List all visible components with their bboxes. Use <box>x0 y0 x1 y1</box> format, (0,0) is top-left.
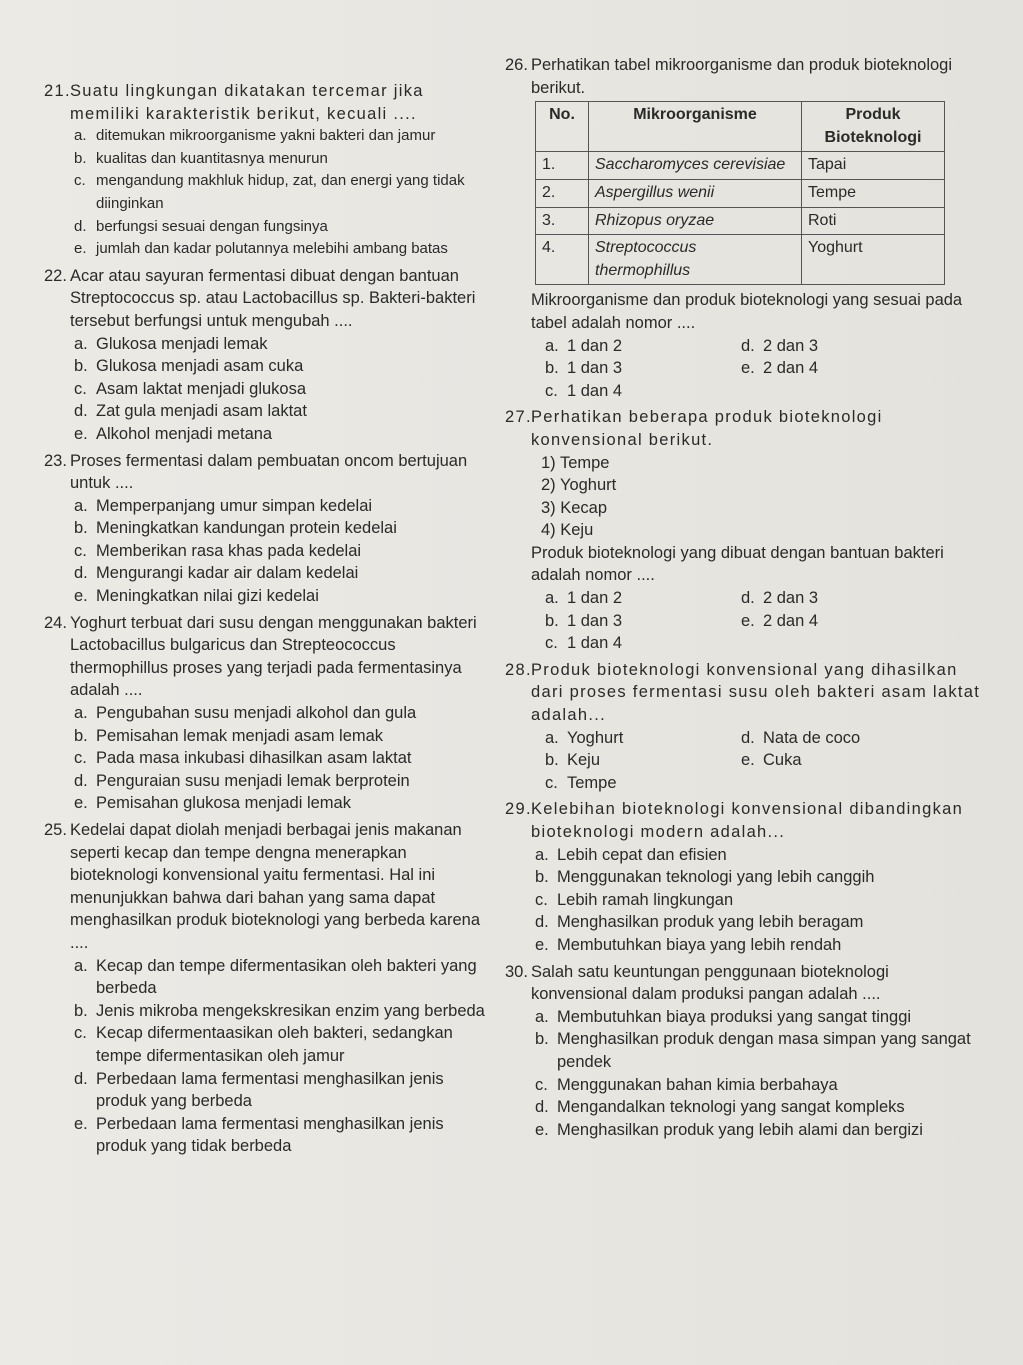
option-d <box>505 911 985 934</box>
option-letter: d. <box>741 589 755 608</box>
right-column <box>505 54 985 1145</box>
option-text: ditemukan mikroorganisme yakni bakteri dan jamur <box>96 127 436 145</box>
option-letter: b. <box>545 611 559 630</box>
option-a <box>545 587 741 610</box>
table-cell: Saccharomyces cerevisiae <box>589 152 802 180</box>
option-text: Lebih cepat dan efisien <box>557 845 727 864</box>
option-letter: d. <box>535 1098 549 1117</box>
table-cell: Tapai <box>802 152 945 180</box>
option-a <box>505 1006 985 1029</box>
option-letter: a. <box>545 589 559 608</box>
table-cell: Rhizopus oryzae <box>589 207 802 235</box>
table-cell: 4. <box>536 235 589 285</box>
question-27 <box>505 406 985 655</box>
option-letter: b. <box>74 519 88 538</box>
option-e <box>44 792 489 815</box>
option-c <box>505 1074 985 1097</box>
option-letter: a. <box>535 845 549 864</box>
option-text: 1 dan 4 <box>567 381 623 400</box>
table-cell: 2. <box>536 179 589 207</box>
option-text: Nata de coco <box>763 728 861 747</box>
option-text: Memperpanjang umur simpan kedelai <box>96 496 373 515</box>
option-text: Alkohol menjadi metana <box>96 424 273 443</box>
option-text: Cuka <box>763 751 802 770</box>
option-letter: b. <box>74 1001 88 1020</box>
option-b <box>44 355 489 378</box>
table-row <box>536 152 945 180</box>
option-letter: b. <box>535 1030 549 1049</box>
option-text: Zat gula menjadi asam laktat <box>96 402 307 421</box>
option-c <box>545 380 741 403</box>
question-number: 24. <box>44 613 67 632</box>
option-letter: c. <box>74 541 87 560</box>
option-text: Mengurangi kadar air dalam kedelai <box>96 564 359 583</box>
question-30 <box>505 961 985 1142</box>
question-stem: Perhatikan beberapa produk bioteknologi konvensional berikut. <box>531 408 883 449</box>
question-number: 26. <box>505 56 528 74</box>
question-29 <box>505 798 985 956</box>
option-grid <box>505 587 985 655</box>
question-stem: Perhatikan tabel mikroorganisme dan produk bioteknologi berikut. <box>531 56 952 97</box>
table-cell: 1. <box>536 152 589 180</box>
option-b <box>545 357 741 380</box>
option-text: Kecap difermentaasikan oleh bakteri, sedangkan tempe difermentasikan oleh jamur <box>96 1024 453 1065</box>
option-letter: c. <box>545 634 558 653</box>
option-letter: d. <box>74 564 88 583</box>
option-b <box>44 1000 489 1023</box>
option-text: 2 dan 3 <box>763 589 819 608</box>
option-d <box>44 562 489 585</box>
question-number: 29. <box>505 800 532 819</box>
question-number: 30. <box>505 962 528 981</box>
option-text: Tempe <box>567 773 617 792</box>
option-d <box>44 216 489 239</box>
question-22 <box>44 265 489 446</box>
question-stem: Proses fermentasi dalam pembuatan oncom bertujuan untuk .... <box>70 451 468 493</box>
option-e <box>505 934 985 957</box>
option-letter: d. <box>741 336 755 355</box>
option-text: mengandung makhluk hidup, zat, dan energi yang tidak diinginkan <box>96 172 465 212</box>
question-number: 28. <box>505 660 532 679</box>
option-letter: d. <box>74 402 88 421</box>
option-text: Mengandalkan teknologi yang sangat kompleks <box>557 1098 905 1117</box>
option-text: Asam laktat menjadi glukosa <box>96 379 307 398</box>
option-letter: e. <box>741 359 755 378</box>
option-text: Pemisahan glukosa menjadi lemak <box>96 794 351 813</box>
option-text: Menggunakan teknologi yang lebih canggih <box>557 868 875 887</box>
option-text: 1 dan 2 <box>567 336 623 355</box>
question-25 <box>44 819 489 1158</box>
question-stem: Salah satu keuntungan penggunaan bioteknologi konvensional dalam produksi pangan adalah .... <box>531 962 889 1004</box>
option-c <box>44 1022 489 1067</box>
option-text: Kecap dan tempe difermentasikan oleh bakteri yang berbeda <box>96 956 477 998</box>
table-cell: Streptococcus thermophillus <box>589 235 802 285</box>
option-d <box>44 770 489 793</box>
option-e <box>44 1113 489 1158</box>
option-e <box>741 610 985 633</box>
option-b <box>44 517 489 540</box>
option-letter: a. <box>74 127 87 145</box>
option-letter: b. <box>545 751 559 770</box>
option-letter: e. <box>74 1114 88 1133</box>
option-letter: c. <box>74 749 87 768</box>
option-text: Lebih ramah lingkungan <box>557 890 734 909</box>
question-21 <box>44 80 489 261</box>
left-column <box>44 80 489 1162</box>
option-text: Penguraian susu menjadi lemak berprotein <box>96 771 410 790</box>
option-letter: a. <box>74 956 88 975</box>
option-letter: e. <box>535 935 549 954</box>
option-letter: b. <box>74 726 88 745</box>
option-letter: b. <box>545 359 559 378</box>
option-text: 1 dan 3 <box>567 359 623 378</box>
option-letter: e. <box>74 424 88 443</box>
list-item: 1) Tempe <box>541 453 610 472</box>
option-letter: a. <box>545 336 559 355</box>
option-grid <box>505 727 985 795</box>
option-letter: d. <box>74 1069 88 1088</box>
option-text: Menghasilkan produk yang lebih beragam <box>557 913 864 932</box>
option-text: Meningkatkan nilai gizi kedelai <box>96 587 319 606</box>
option-letter: d. <box>74 771 88 790</box>
option-d <box>505 1096 985 1119</box>
option-d <box>44 1068 489 1113</box>
option-e <box>741 749 985 772</box>
option-e <box>44 585 489 608</box>
option-c <box>44 170 489 215</box>
option-b <box>545 610 741 633</box>
option-b <box>505 866 985 889</box>
table-header: Produk Bioteknologi <box>802 102 945 152</box>
table-cell: Aspergillus wenii <box>589 179 802 207</box>
question-stem: Kelebihan bioteknologi konvensional dibandingkan bioteknologi modern adalah... <box>531 800 964 841</box>
option-text: Menghasilkan produk yang lebih alami dan bergizi <box>557 1120 923 1139</box>
option-letter: d. <box>741 728 755 747</box>
question-stem: Produk bioteknologi konvensional yang dihasilkan dari proses fermentasi susu oleh bakteri asam laktat adalah... <box>531 660 981 725</box>
question-23 <box>44 450 489 608</box>
option-text: 2 dan 3 <box>763 336 819 355</box>
option-text: 1 dan 3 <box>567 611 623 630</box>
option-letter: c. <box>535 1075 548 1094</box>
option-letter: e. <box>741 751 755 770</box>
option-letter: d. <box>74 217 87 235</box>
option-text: Membutuhkan biaya yang lebih rendah <box>557 935 842 954</box>
option-text: Pengubahan susu menjadi alkohol dan gula <box>96 704 417 723</box>
option-letter: a. <box>74 496 88 515</box>
question-24 <box>44 612 489 815</box>
table-row <box>536 179 945 207</box>
table-header: No. <box>536 102 589 152</box>
question-stem: Kedelai dapat diolah menjadi berbagai jenis makanan seperti kecap dan tempe dengna menerapkan bioteknologi konvensional yaitu fermentasi. Hal ini menunjukkan bahwa dari bahan yang sama dapat menghasilkan produk bioteknologi yang berbeda karena .... <box>70 821 481 952</box>
question-number: 23. <box>44 451 67 470</box>
option-b <box>505 1028 985 1073</box>
list-item: 2) Yoghurt <box>541 476 617 495</box>
option-d <box>741 587 985 610</box>
option-letter: e. <box>741 611 755 630</box>
option-e <box>44 238 489 261</box>
option-b <box>545 749 741 772</box>
question-stem: Suatu lingkungan dikatakan tercemar jika memiliki karakteristik berikut, kecuali .... <box>70 82 424 123</box>
question-stem: Acar atau sayuran fermentasi dibuat dengan bantuan Streptococcus sp. atau Lactobacillus sp. Bakteri-bakteri tersebut berfungsi untuk mengubah .... <box>70 266 476 330</box>
option-c <box>44 540 489 563</box>
option-grid <box>505 335 985 403</box>
option-text: Pemisahan lemak menjadi asam lemak <box>96 726 384 745</box>
question-followup: Mikroorganisme dan produk bioteknologi yang sesuai pada tabel adalah nomor .... <box>531 291 963 332</box>
table-cell: 3. <box>536 207 589 235</box>
option-d <box>741 335 985 358</box>
option-text: Yoghurt <box>567 728 624 747</box>
option-text: 2 dan 4 <box>763 359 819 378</box>
option-text: Menghasilkan produk dengan masa simpan yang sangat pendek <box>557 1030 971 1071</box>
question-number: 21. <box>44 82 71 100</box>
question-number: 27. <box>505 408 532 427</box>
option-text: kualitas dan kuantitasnya menurun <box>96 149 328 167</box>
option-c <box>545 632 741 655</box>
table-cell: Yoghurt <box>802 235 945 285</box>
microorganism-table <box>535 101 945 285</box>
option-a <box>44 495 489 518</box>
option-letter: d. <box>535 913 549 932</box>
option-text: 2 dan 4 <box>763 611 819 630</box>
option-b <box>44 148 489 171</box>
option-text: Memberikan rasa khas pada kedelai <box>96 541 362 560</box>
option-text: berfungsi sesuai dengan fungsinya <box>96 217 328 235</box>
option-c <box>44 378 489 401</box>
question-28 <box>505 659 985 795</box>
option-letter: c. <box>74 1024 87 1043</box>
option-letter: e. <box>74 794 88 813</box>
option-letter: e. <box>74 240 87 258</box>
option-text: Menggunakan bahan kimia berbahaya <box>557 1075 838 1094</box>
question-number: 25. <box>44 821 67 839</box>
option-text: Perbedaan lama fermentasi menghasilkan jenis produk yang berbeda <box>96 1069 444 1111</box>
product-list <box>505 452 985 542</box>
option-letter: b. <box>74 149 87 167</box>
option-letter: c. <box>535 890 548 909</box>
option-d <box>44 400 489 423</box>
option-e <box>44 423 489 446</box>
list-item: 4) Keju <box>541 521 594 540</box>
option-text: jumlah dan kadar polutannya melebihi ambang batas <box>96 240 448 258</box>
option-text: Keju <box>567 751 601 770</box>
option-a <box>44 955 489 1000</box>
table-cell: Tempe <box>802 179 945 207</box>
option-letter: b. <box>535 868 549 887</box>
option-letter: e. <box>535 1120 549 1139</box>
option-a <box>505 844 985 867</box>
question-26 <box>505 54 985 402</box>
table-row <box>536 235 945 285</box>
option-letter: a. <box>74 704 88 723</box>
table-cell: Roti <box>802 207 945 235</box>
option-text: Jenis mikroba mengekskresikan enzim yang berbeda <box>96 1001 485 1020</box>
option-letter: a. <box>545 728 559 747</box>
option-letter: e. <box>74 587 88 606</box>
table-header-row <box>536 102 945 152</box>
option-text: Perbedaan lama fermentasi menghasilkan jenis produk yang tidak berbeda <box>96 1114 444 1156</box>
option-letter: a. <box>74 334 88 353</box>
option-a <box>44 702 489 725</box>
option-c <box>545 772 741 795</box>
list-item: 3) Kecap <box>541 498 608 517</box>
option-text: 1 dan 4 <box>567 634 623 653</box>
option-a <box>545 335 741 358</box>
option-e <box>505 1119 985 1142</box>
option-e <box>741 357 985 380</box>
option-a <box>44 333 489 356</box>
option-letter: b. <box>74 357 88 376</box>
option-letter: c. <box>545 773 558 792</box>
option-text: Glukosa menjadi asam cuka <box>96 357 304 376</box>
question-followup: Produk bioteknologi yang dibuat dengan bantuan bakteri adalah nomor .... <box>531 543 944 585</box>
option-text: 1 dan 2 <box>567 589 623 608</box>
option-text: Membutuhkan biaya produksi yang sangat tinggi <box>557 1007 912 1026</box>
option-letter: c. <box>74 379 87 398</box>
option-c <box>505 889 985 912</box>
question-number: 22. <box>44 266 67 285</box>
option-letter: c. <box>74 172 86 190</box>
option-letter: a. <box>535 1007 549 1026</box>
option-letter: c. <box>545 381 558 400</box>
option-a <box>545 727 741 750</box>
option-b <box>44 725 489 748</box>
question-stem: Yoghurt terbuat dari susu dengan menggunakan bakteri Lactobacillus bulgaricus dan Strepteococcus thermophillus proses yang terjadi pada fermentasinya adalah .... <box>70 613 477 700</box>
option-text: Meningkatkan kandungan protein kedelai <box>96 519 397 538</box>
option-a <box>44 125 489 148</box>
table-header: Mikroorganisme <box>589 102 802 152</box>
option-text: Pada masa inkubasi dihasilkan asam laktat <box>96 749 412 768</box>
option-c <box>44 747 489 770</box>
table-row <box>536 207 945 235</box>
option-d <box>741 727 985 750</box>
option-text: Glukosa menjadi lemak <box>96 334 268 353</box>
